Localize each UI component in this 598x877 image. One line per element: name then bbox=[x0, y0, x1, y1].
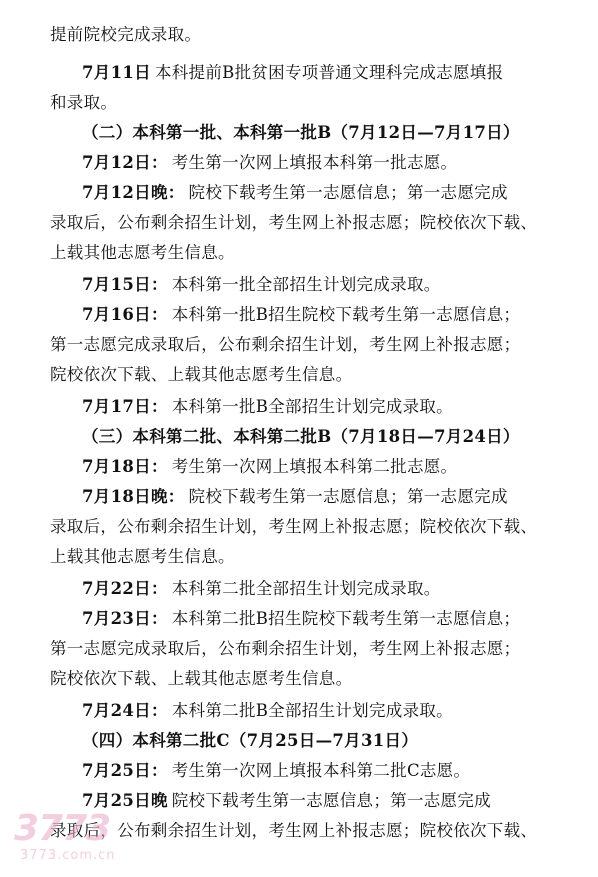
paragraph-line: 7月16日： 本科第一批B招生院校下载考生第一志愿信息； bbox=[82, 305, 521, 324]
watermark-url: 3773.com.cn bbox=[20, 848, 116, 863]
section-heading: （三）本科第二批、本科第二批B（7月18日—7月24日） bbox=[82, 427, 520, 446]
paragraph-line: 7月17日： 本科第一批B全部招生计划完成录取。 bbox=[82, 397, 453, 416]
paragraph-line: 录取后，公布剩余招生计划，考生网上补报志愿；院校依次下载、 bbox=[50, 213, 538, 232]
paragraph-line: 上载其他志愿考生信息。 bbox=[50, 243, 235, 262]
paragraph-line: 7月25日晚 院校下载考生第一志愿信息；第一志愿完成 bbox=[82, 791, 491, 810]
paragraph-line: 上载其他志愿考生信息。 bbox=[50, 547, 235, 566]
paragraph-line: 7月25日： 考生第一次网上填报本科第二批C志愿。 bbox=[82, 761, 471, 780]
paragraph-line: 7月24日： 本科第二批B全部招生计划完成录取。 bbox=[82, 701, 453, 720]
paragraph-line: 院校依次下载、上载其他志愿考生信息。 bbox=[50, 669, 353, 688]
paragraph-line: 7月12日晚： 院校下载考生第一志愿信息；第一志愿完成 bbox=[82, 183, 508, 202]
paragraph-line: 和录取。 bbox=[50, 93, 118, 112]
paragraph-line: 7月22日： 本科第二批全部招生计划完成录取。 bbox=[82, 579, 441, 598]
paragraph-line: 提前院校完成录取。 bbox=[50, 25, 202, 44]
watermark-logo-text: 3773 bbox=[14, 808, 111, 849]
section-heading: （二）本科第一批、本科第一批B（7月12日—7月17日） bbox=[82, 123, 520, 142]
paragraph-line: 7月23日： 本科第二批B招生院校下载考生第一志愿信息； bbox=[82, 609, 521, 628]
paragraph-line: 7月18日： 考生第一次网上填报本科第二批志愿。 bbox=[82, 457, 458, 476]
paragraph-line: 第一志愿完成录取后，公布剩余招生计划，考生网上补报志愿； bbox=[50, 335, 521, 354]
paragraph-line: 院校依次下载、上载其他志愿考生信息。 bbox=[50, 365, 353, 384]
paragraph-line: 7月12日： 考生第一次网上填报本科第一批志愿。 bbox=[82, 153, 458, 172]
paragraph-line: 7月11日 本科提前B批贫困专项普通文理科完成志愿填报 bbox=[82, 63, 504, 82]
paragraph-line: 第一志愿完成录取后，公布剩余招生计划，考生网上补报志愿； bbox=[50, 639, 521, 658]
paragraph-line: 7月18日晚： 院校下载考生第一志愿信息；第一志愿完成 bbox=[82, 487, 508, 506]
paragraph-line: 录取后，公布剩余招生计划，考生网上补报志愿；院校依次下载、 bbox=[50, 821, 538, 840]
section-heading: （四）本科第二批C（7月25日—7月31日） bbox=[82, 731, 419, 750]
paragraph-line: 录取后，公布剩余招生计划，考生网上补报志愿；院校依次下载、 bbox=[50, 517, 538, 536]
paragraph-line: 7月15日： 本科第一批全部招生计划完成录取。 bbox=[82, 275, 441, 294]
